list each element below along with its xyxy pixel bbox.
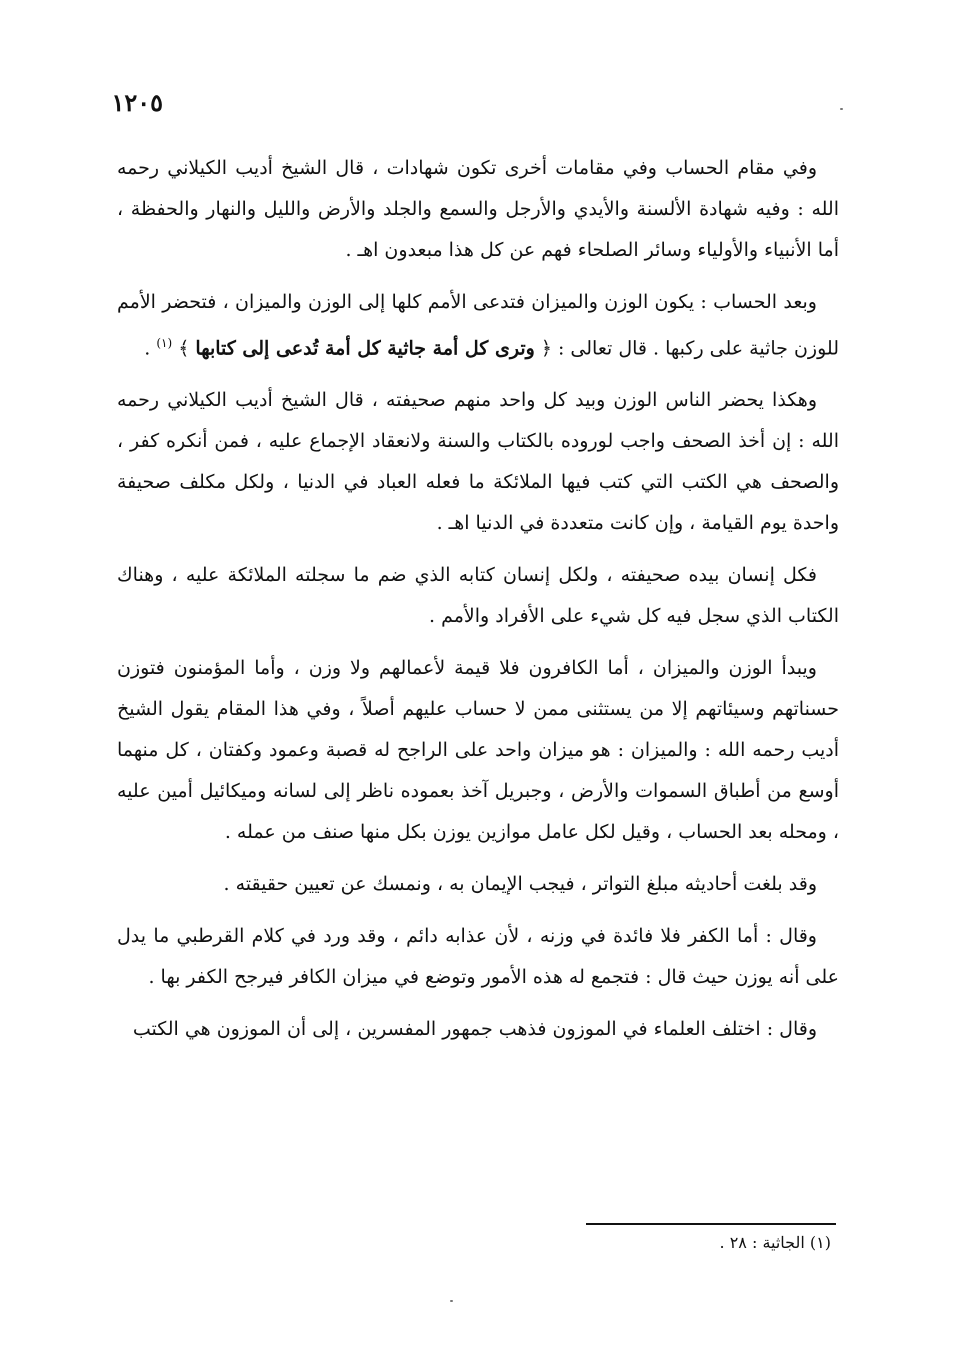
paragraph-4: فكل إنسان بيده صحيفته ، ولكل إنسان كتابه الذي ضم ما سجلته الملائكة عليه ، وهناك الكتاب الذي سجل فيه كل شيء على الأفراد والأمم . [117,564,839,628]
page-number: ١٢٠٥ [111,88,163,117]
quran-close-bracket: ﴾ [172,337,196,360]
paragraph-3: وهكذا يحضر الناس الوزن وبيد كل واحد منهم صحيفته ، قال الشيخ أديب الكيلاني رحمه الله : إن أخذ الصحف واجب لوروده بالكتاب والسنة ولانعقاد الإجماع عليه ، فمن أنكره كفر ، والصحف هي الكتب التي كتب فيها الملائكة ما فعله العباد في الدنيا ، ولكل مكلف صحيفة واحدة يوم القيامة ، وإن كانت متعددة في الدنيا اهـ . [117,389,839,535]
scan-speck [840,108,843,110]
footnote-reference: (١) [156,336,173,350]
quran-verse: وترى كل أمة جاثية كل أمة تُدعى إلى كتابها [195,337,535,360]
main-text [117,148,839,1061]
paragraph-5: ويبدأ الوزن والميزان ، أما الكافرون فلا قيمة لأعمالهم ولا وزن ، وأما المؤمنون فتوزن حسناتهم وسيئاتهم إلا من يستثنى ممن لا حساب عليهم أصلاً ، وفي هذا المقام يقول الشيخ أديب رحمه الله : والميزان : هو ميزان واحد على الراجح له قصبة وعمود وكفتان ، كل منهما أوسع من أطباق السموات والأرض ، وجبريل آخذ بعموده ناظر إلى لسانه وميكائيل أمين عليه ، ومحله بعد الحساب ، وقيل لكل عامل موازين يوزن بكل منها صنف من عمله . [117,657,839,844]
paragraph-7: وقال : أما الكفر فلا فائدة في وزنه ، لأن عذابه دائم ، وقد ورد في كلام القرطبي ما يدل على أنه يوزن حيث قال : فتجمع له هذه الأمور وتوضع في ميزان الكافر فيرجح الكفر بها . [117,925,839,989]
paragraph-2 [117,282,839,369]
paragraph-1: وفي مقام الحساب وفي مقامات أخرى تكون شهادات ، قال الشيخ أديب الكيلاني رحمه الله : وفيه شهادة الألسنة والأيدي والأرجل والسمع والجلد والأرض والليل والنهار والحفظة ، أما الأنبياء والأولياء وسائر الصلحاء فهم عن كل هذا مبعدون اهـ . [117,157,839,261]
footnote-divider [586,1223,836,1225]
paragraph-2-end: . [144,337,157,360]
paragraph-6: وقد بلغت أحاديثه مبلغ التواتر ، فيجب الإيمان به ، ونمسك عن تعيين حقيقته . [223,873,817,896]
paragraph-2-text: وبعد الحساب : يكون الوزن والميزان فتدعى الأمم كلها إلى الوزن والميزان ، فتحضر الأمم للوزن جاثية على ركبها . قال تعالى : ﴿ [117,291,839,360]
scan-speck [450,1300,453,1302]
paragraph-8: وقال : اختلف العلماء في الموزون فذهب جمهور المفسرين ، إلى أن الموزون هي الكتب [132,1018,817,1041]
footnote: (١) الجاثية : ٢٨ . [719,1233,831,1252]
